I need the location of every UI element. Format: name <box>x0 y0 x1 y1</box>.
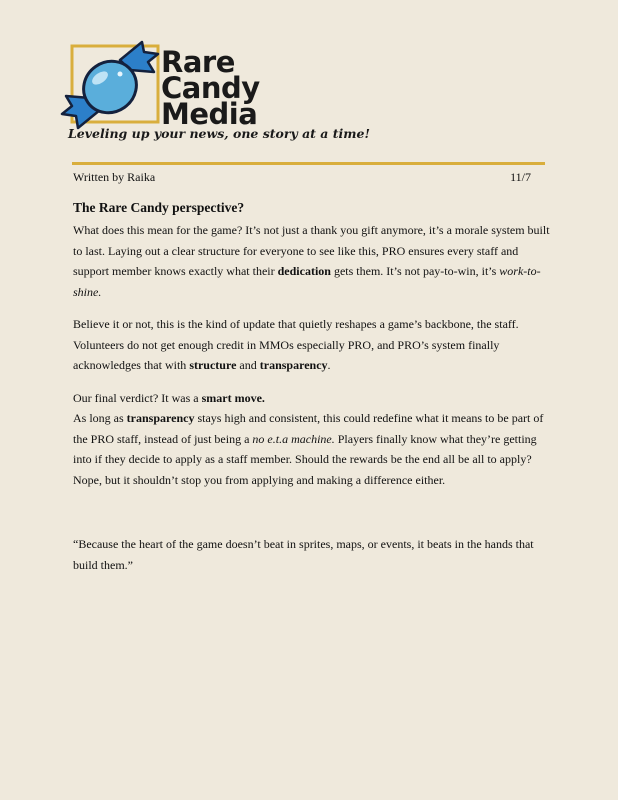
emphasis-work-to-shine: work-to-shine. <box>73 264 541 299</box>
text-run: Our final verdict? It was a <box>73 390 202 405</box>
brand-name-line-3: Media <box>161 97 258 131</box>
text-run: Players finally know what they’re getting into if they decide to apply as a staff member. Should the rewards be the end all be all to apply? Nope, but it shouldn’t stop you from applying and making a difference either. <box>73 431 537 487</box>
text-run: What does this mean for the game? It’s not just a thank you gift anymore, it’s a morale system built to last. Laying out a clear structure for everyone to see like this, PRO ensures every staff and support member knows exactly what their <box>73 223 550 278</box>
wrapped-candy-icon <box>60 40 170 130</box>
emphasis-dedication: dedication <box>277 264 331 278</box>
emphasis-no-eta-machine: no e.t.a machine. <box>252 431 335 446</box>
text-run: and <box>236 358 260 372</box>
brand-tagline: Leveling up your news, one story at a time! <box>68 126 370 141</box>
brand-logo <box>60 40 370 145</box>
text-run: As long as <box>73 411 127 425</box>
text-run: gets them. It’s not pay-to-win, it’s <box>330 264 500 278</box>
emphasis-transparency: transparency <box>126 411 195 425</box>
closing-quote: “Because the heart of the game doesn’t beat in sprites, maps, or events, it beats in the hands that build them.” <box>73 537 534 572</box>
publish-date: 11/7 <box>510 170 531 184</box>
article-meta <box>73 170 531 185</box>
text-run: Believe it or not, this is the kind of update that quietly reshapes a game’s backbone, the staff. Volunteers do not get enough credit in MMOs especially PRO, and PRO’s system finally acknowledges that with <box>73 317 519 372</box>
emphasis-structure: structure <box>189 358 237 372</box>
article-body <box>73 200 553 575</box>
paragraph-2 <box>73 314 553 376</box>
text-run: . <box>327 358 331 372</box>
header-divider <box>72 162 545 165</box>
emphasis-transparency: transparency <box>259 358 328 372</box>
paragraph-3 <box>73 388 553 409</box>
paragraph-1 <box>73 220 553 302</box>
author-byline: Written by Raika <box>73 170 156 184</box>
text-run: stays high and consistent, this could redefine what it means to be part of the PRO staff, instead of just being a <box>73 411 544 446</box>
emphasis-smart-move: smart move. <box>201 390 265 405</box>
article-heading: The Rare Candy perspective? <box>73 200 245 215</box>
brand-name-line-2: Candy <box>161 71 260 105</box>
brand-name-line-1: Rare <box>161 45 235 79</box>
paragraph-4 <box>73 408 553 490</box>
